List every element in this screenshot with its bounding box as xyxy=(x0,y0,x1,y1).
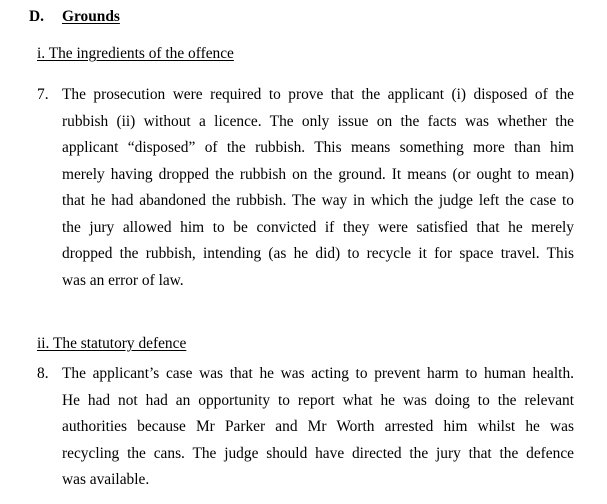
section-letter: D. xyxy=(29,8,44,25)
paragraph-number: 8. xyxy=(37,365,49,382)
paragraph-line: that he had abandoned the rubbish. The way in which the judge left the case to xyxy=(62,192,574,209)
paragraph-line: dropped the rubbish, intending (as he did) to recycle it for space travel. This xyxy=(62,245,574,262)
subsection-heading-statutory-defence: ii. The statutory defence xyxy=(37,335,187,352)
paragraph-line: recycling the cans. The judge should have directed the jury that the defence xyxy=(62,444,574,462)
section-heading xyxy=(29,7,120,27)
paragraph-line: The applicant’s case was that he was acting to prevent harm to human health. xyxy=(62,365,574,382)
paragraph-text xyxy=(62,82,574,294)
subsection-heading-ingredients: i. The ingredients of the offence xyxy=(37,45,234,62)
paragraph-line: was an error of law. xyxy=(62,271,184,289)
paragraph-text xyxy=(62,361,574,494)
paragraph-line: merely having dropped the rubbish on the ground. It means (or ought to mean) xyxy=(62,165,574,183)
paragraph-line: was available. xyxy=(62,471,150,488)
paragraph-line: authorities because Mr Parker and Mr Worth arrested him whilst he was xyxy=(62,418,574,435)
paragraph-number: 7. xyxy=(37,86,49,103)
paragraph-line: the jury allowed him to be convicted if they were satisfied that he merely xyxy=(62,218,574,236)
paragraph-line: He had not had an opportunity to report what he was doing to the relevant xyxy=(62,391,574,409)
paragraph-line: applicant “disposed” of the rubbish. This means something more than him xyxy=(62,139,574,156)
paragraph-line: The prosecution were required to prove that the applicant (i) disposed of the xyxy=(62,86,574,103)
section-title: Grounds xyxy=(62,8,120,25)
paragraph-line: rubbish (ii) without a licence. The only issue on the facts was whether the xyxy=(62,112,574,130)
